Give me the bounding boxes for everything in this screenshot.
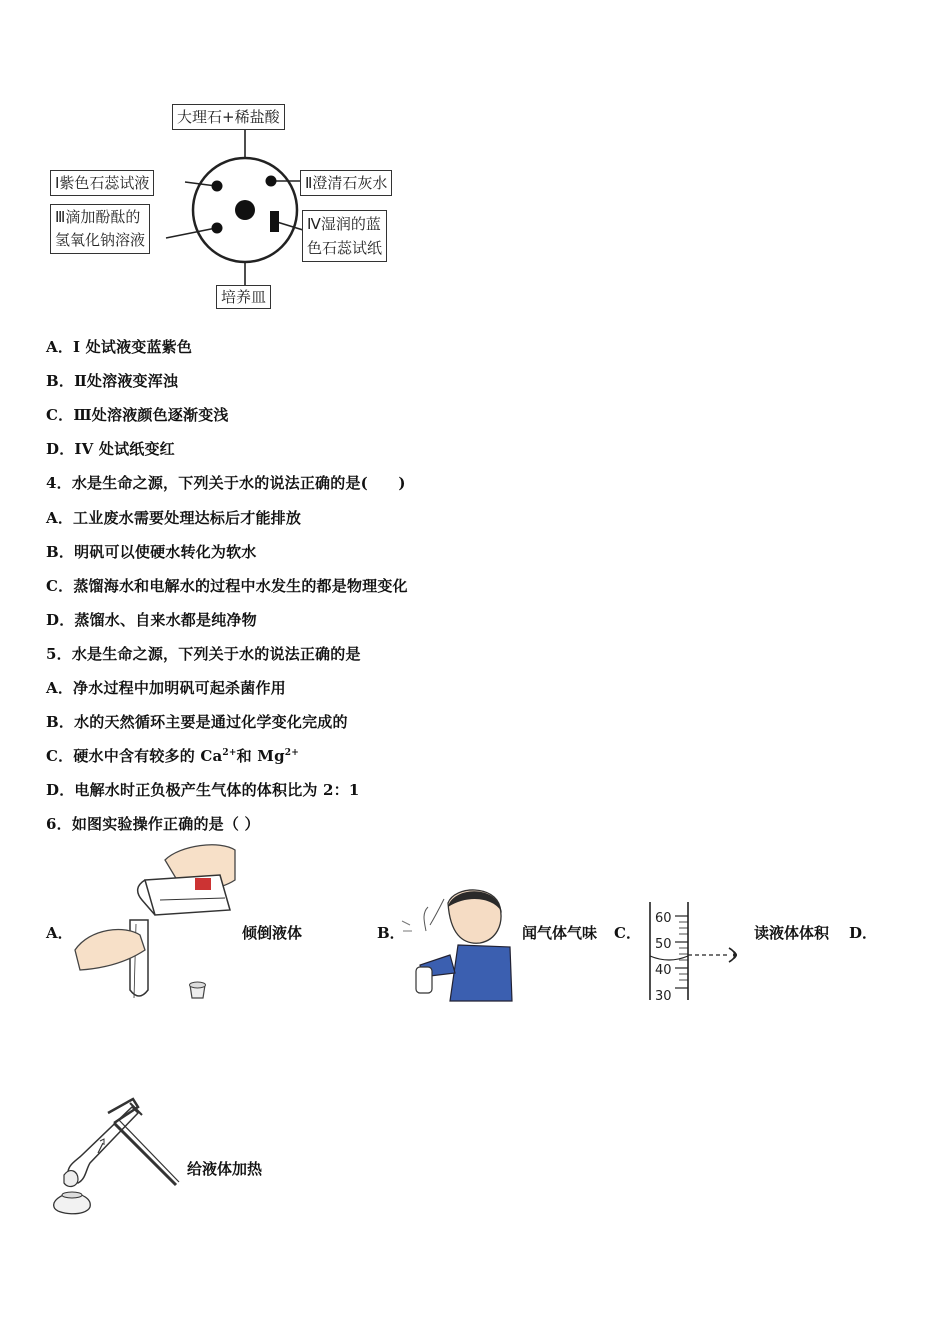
tick-label: 30 bbox=[655, 989, 672, 1004]
petri-dish-drawing bbox=[0, 0, 950, 320]
tick-label: 50 bbox=[655, 937, 672, 952]
connector-IV bbox=[277, 222, 303, 230]
label-III-line1: Ⅲ滴加酚酞的 bbox=[55, 208, 141, 226]
drop-II bbox=[266, 176, 277, 187]
drop-III bbox=[212, 223, 223, 234]
q6-option-c-letter: C． bbox=[614, 924, 641, 942]
label-IV bbox=[302, 210, 387, 262]
drop-I bbox=[212, 181, 223, 192]
label-III-line2: 氢氧化钠溶液 bbox=[55, 231, 146, 249]
q6-option-b-caption: 闻气体气味 bbox=[522, 924, 598, 942]
label-I: Ⅰ紫色石蕊试液 bbox=[50, 170, 154, 196]
tick-label: 60 bbox=[655, 911, 672, 926]
label-IV-line1: Ⅳ湿润的蓝 bbox=[307, 215, 381, 233]
label-III bbox=[50, 204, 150, 254]
q6-option-d-letter: D． bbox=[849, 924, 878, 942]
pouring-liquid-illustration bbox=[70, 840, 240, 1010]
q6-option-a-caption: 倾倒液体 bbox=[242, 924, 303, 942]
q5-option-c-prefix: C．硬水中含有较多的 Ca bbox=[46, 747, 223, 765]
q4-option-d: D．蒸馏水、自来水都是纯净物 bbox=[46, 611, 257, 629]
drop-center bbox=[235, 200, 255, 220]
label-IV-line2: 色石蕊试纸 bbox=[307, 239, 383, 257]
smelling-gas-illustration bbox=[400, 885, 520, 1005]
q4-stem: 4．水是生命之源，下列关于水的说法正确的是( ) bbox=[46, 474, 406, 492]
q5-option-a: A．净水过程中加明矾可起杀菌作用 bbox=[46, 679, 286, 697]
ca-charge: 2+ bbox=[222, 748, 237, 758]
test-paper-IV bbox=[270, 211, 279, 232]
q6-option-a-letter: A． bbox=[46, 924, 73, 942]
connector-III bbox=[166, 228, 216, 238]
q6-option-c-caption: 读液体体积 bbox=[754, 924, 830, 942]
label-bottom: 培养皿 bbox=[216, 285, 271, 309]
q3-option-b: B．Ⅱ处溶液变浑浊 bbox=[46, 372, 179, 390]
q5-option-d: D．电解水时正负极产生气体的体积比为 2：1 bbox=[46, 781, 360, 799]
q5-stem: 5．水是生命之源，下列关于水的说法正确的是 bbox=[46, 645, 361, 663]
label-top: 大理石+稀盐酸 bbox=[172, 104, 285, 130]
q4-option-c: C．蒸馏海水和电解水的过程中水发生的都是物理变化 bbox=[46, 577, 408, 595]
q4-option-b: B．明矾可以使硬水转化为软水 bbox=[46, 543, 257, 561]
q6-stem: 6．如图实验操作正确的是（ ） bbox=[46, 815, 260, 833]
q4-option-a: A．工业废水需要处理达标后才能排放 bbox=[46, 509, 302, 527]
heating-liquid-illustration bbox=[48, 1095, 183, 1225]
q5-option-c bbox=[46, 745, 299, 766]
q3-option-d: D．IV 处试纸变红 bbox=[46, 440, 175, 458]
q5-option-b: B．水的天然循环主要是通过化学变化完成的 bbox=[46, 713, 348, 731]
mg-charge: 2+ bbox=[284, 748, 299, 758]
cylinder-scale bbox=[655, 906, 675, 1010]
q5-option-c-mid: 和 Mg bbox=[236, 747, 285, 765]
q6-option-b-letter: B． bbox=[377, 924, 405, 942]
q3-option-a: A．I 处试液变蓝紫色 bbox=[46, 338, 193, 356]
label-II: Ⅱ澄清石灰水 bbox=[300, 170, 392, 196]
q3-option-c: C．Ⅲ处溶液颜色逐渐变浅 bbox=[46, 406, 229, 424]
tick-label: 40 bbox=[655, 963, 672, 978]
q6-option-d-caption: 给液体加热 bbox=[187, 1160, 263, 1178]
